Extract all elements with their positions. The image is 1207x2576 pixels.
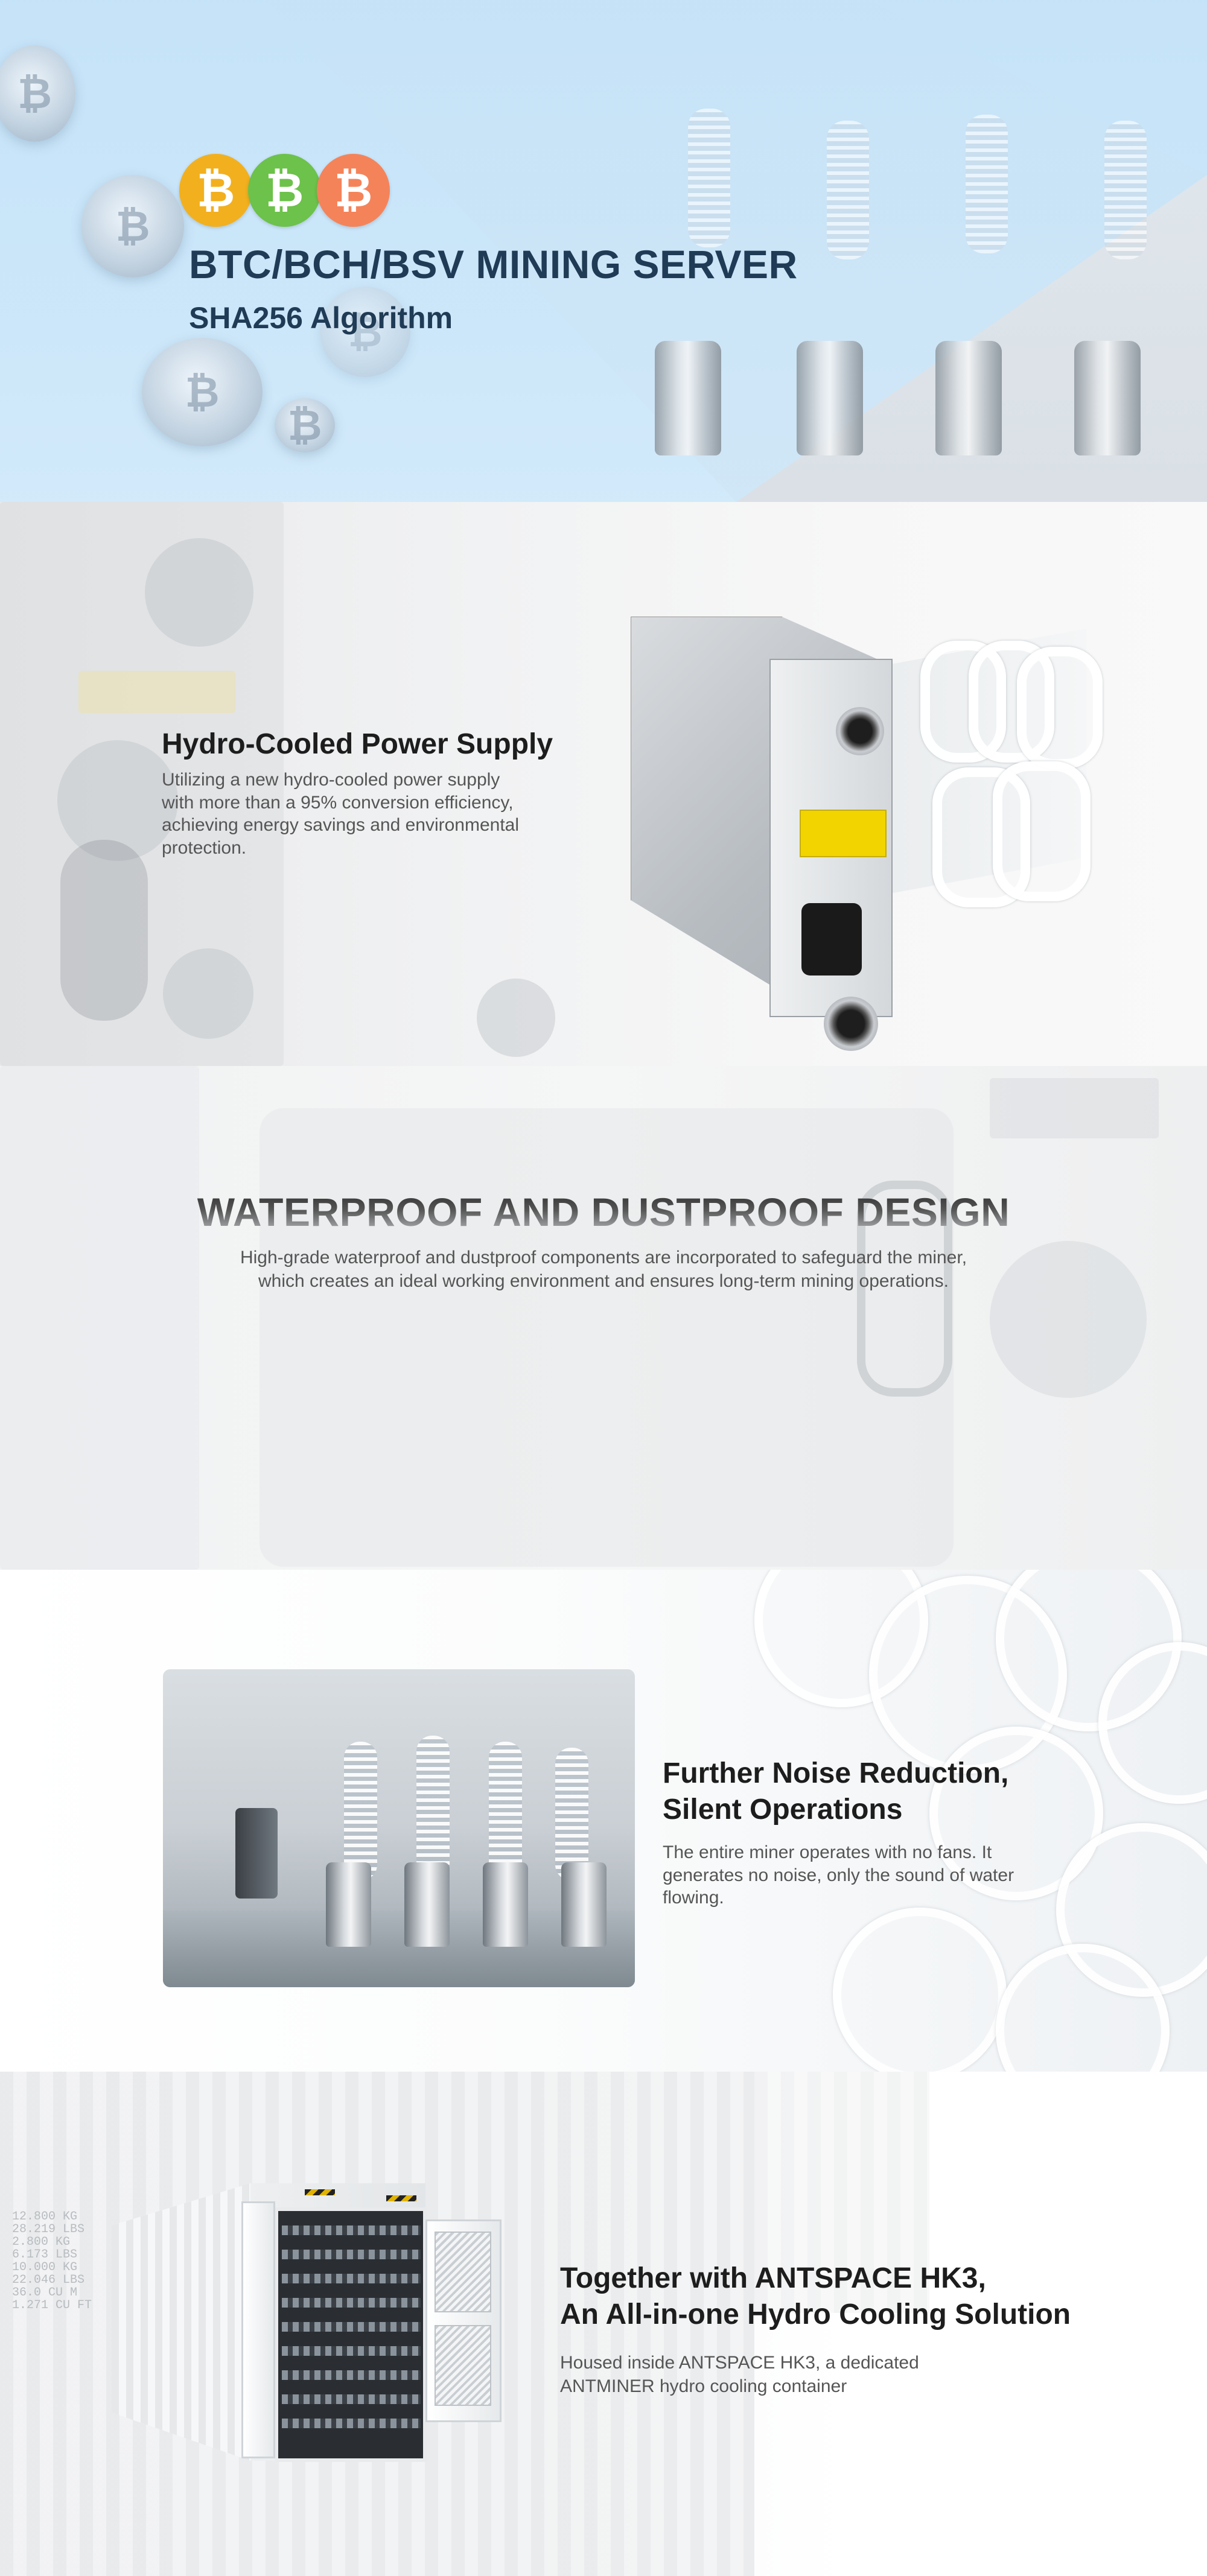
waterproof-title-wrap <box>0 1189 1207 1235</box>
background-coin-image <box>275 398 335 452</box>
description-line: Utilizing a new hydro-cooled power supply <box>162 770 500 790</box>
psu-yellow-label <box>800 810 887 857</box>
container-stencil-text <box>12 2210 92 2312</box>
description-line: which creates an ideal working environment and ensures long-term mining operations. <box>258 1271 949 1291</box>
page-subtitle: SHA256 Algorithm <box>189 301 453 335</box>
antspace-section <box>0 2072 1207 2576</box>
background-tube-loop-image <box>833 1908 1007 2072</box>
description-line: The entire miner operates with no fans. It <box>663 1842 992 1862</box>
door-vent <box>435 2325 491 2406</box>
stencil-line: 36.0 CU M <box>12 2286 78 2300</box>
description-line: Housed inside ANTSPACE HK3, a dedicated <box>560 2353 919 2373</box>
background-connector-image <box>477 979 555 1057</box>
noise-reduction-section <box>0 1570 1207 2072</box>
photo-pipe-coil <box>555 1748 588 1880</box>
stencil-line: 10.000 KG <box>12 2260 78 2274</box>
power-supply-text <box>162 726 553 859</box>
miner-rack-row <box>282 2419 421 2428</box>
psu-top-connector <box>836 707 884 755</box>
description-line: with more than a 95% conversion efficiency, <box>162 792 514 813</box>
stencil-line: 12.800 KG <box>12 2210 78 2224</box>
description-line: flowing. <box>663 1888 724 1908</box>
background-connector-image <box>163 948 253 1039</box>
power-supply-section <box>0 502 1207 1066</box>
photo-valve <box>561 1862 607 1947</box>
miner-rack-row <box>282 2370 421 2380</box>
antspace-text <box>560 2260 1164 2398</box>
background-coil-image <box>966 115 1008 253</box>
psu-power-socket <box>801 903 862 976</box>
miner-rack-row <box>282 2346 421 2356</box>
btc-coin-icon: ₿ <box>179 154 252 227</box>
background-coil-image <box>1104 121 1147 259</box>
stencil-line: 2.800 KG <box>12 2235 71 2249</box>
container-door-left <box>241 2201 275 2458</box>
miner-rack-row <box>282 2225 421 2235</box>
background-coin-image <box>142 338 263 446</box>
description-line: achieving energy savings and environmental <box>162 815 520 835</box>
stencil-line: 22.046 LBS <box>12 2273 85 2287</box>
photo-valve-handle <box>235 1808 278 1899</box>
miner-rack-row <box>282 2394 421 2404</box>
photo-pipe-coil <box>344 1742 377 1880</box>
antspace-description <box>560 2351 1164 2398</box>
hero-banner <box>0 0 1207 502</box>
background-warning-label-image <box>78 671 235 713</box>
background-coil-image <box>827 121 869 259</box>
door-vent <box>435 2232 491 2312</box>
warning-stripe <box>305 2189 335 2195</box>
photo-valve <box>404 1862 450 1947</box>
background-cap-image <box>60 840 148 1021</box>
background-panel-image <box>990 1078 1159 1138</box>
description-line: generates no noise, only the sound of water <box>663 1865 1014 1885</box>
warning-stripe <box>386 2195 416 2201</box>
waterproof-section <box>0 1066 1207 1570</box>
stencil-line: 1.271 CU FT <box>12 2298 92 2312</box>
description-line: High-grade waterproof and dustproof components are incorporated to safeguard the miner, <box>240 1248 967 1267</box>
miner-rack-row <box>282 2298 421 2308</box>
photo-pipe-coil <box>416 1736 450 1880</box>
antspace-container-image <box>112 2183 534 2461</box>
bch-coin-icon: ₿ <box>248 154 321 227</box>
description-line: ANTMINER hydro cooling container <box>560 2376 847 2396</box>
stencil-line: 28.219 LBS <box>12 2222 85 2236</box>
noise-reduction-description <box>663 1841 1061 1909</box>
background-valve-image <box>797 341 863 455</box>
photo-valve <box>483 1862 528 1947</box>
photo-valve <box>326 1862 371 1947</box>
background-valve-image <box>655 341 721 455</box>
page-title: BTC/BCH/BSV MINING SERVER <box>189 242 798 287</box>
description-line: protection. <box>162 837 247 858</box>
noise-reduction-title <box>663 1756 1061 1828</box>
title-line: An All-in-one Hydro Cooling Solution <box>560 2298 1071 2330</box>
psu-bottom-connector <box>824 997 878 1051</box>
background-valve-image <box>935 341 1002 455</box>
miner-rack-row <box>282 2250 421 2259</box>
photo-pipe-coil <box>489 1742 522 1880</box>
title-line: Silent Operations <box>663 1794 903 1826</box>
background-equipment-image <box>260 1108 954 1567</box>
background-coil-image <box>688 109 730 247</box>
waterproof-description <box>0 1246 1207 1293</box>
background-coin-image <box>0 45 75 142</box>
coin-icons-row <box>179 154 386 227</box>
background-panel-image <box>0 1066 199 1570</box>
miner-rack-row <box>282 2274 421 2283</box>
container-ribs <box>112 2183 250 2461</box>
power-supply-title: Hydro-Cooled Power Supply <box>162 728 553 760</box>
title-line: Further Noise Reduction, <box>663 1757 1009 1789</box>
psu-tube <box>993 761 1091 901</box>
title-line: Together with ANTSPACE HK3, <box>560 2262 986 2294</box>
background-valve-image <box>1074 341 1141 455</box>
valve-array-photo <box>163 1669 635 1987</box>
noise-reduction-text <box>663 1756 1061 1909</box>
background-coin-image <box>81 175 184 278</box>
psu-tube <box>1017 647 1103 769</box>
miner-rack-row <box>282 2322 421 2332</box>
power-supply-unit-image <box>631 617 1083 1003</box>
background-connector-image <box>145 538 253 647</box>
waterproof-title: WATERPROOF AND DUSTPROOF DESIGN <box>197 1190 1010 1234</box>
stencil-line: 6.173 LBS <box>12 2248 78 2262</box>
power-supply-description <box>162 769 548 859</box>
bsv-coin-icon: ₿ <box>317 154 390 227</box>
antspace-title <box>560 2260 1164 2333</box>
